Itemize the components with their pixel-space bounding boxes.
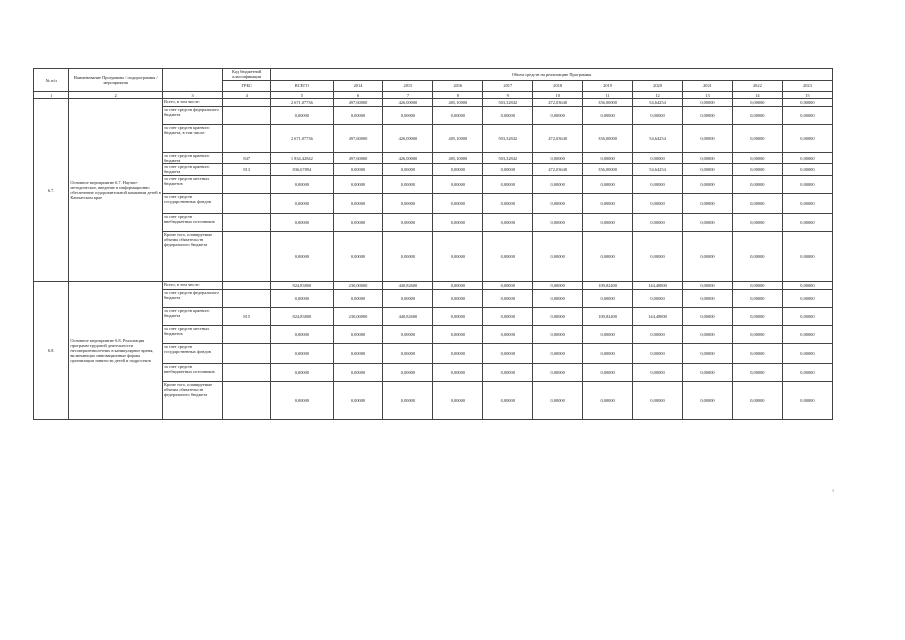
amount-cell: 0,00000 xyxy=(433,176,483,194)
column-number: 14 xyxy=(732,92,782,99)
column-number: 11 xyxy=(583,92,633,99)
amount-cell: 0,00000 xyxy=(583,232,633,282)
section-name: Основное мероприятие 6.8. Реализация программ трудовой деятельности несовершеннолетних в каникулярное время, включающих инновационные формы организации занятости детей и подростков xyxy=(69,282,163,420)
budget-code xyxy=(223,176,271,194)
amount-cell: 0,00000 xyxy=(433,107,483,125)
amount-cell: 426,00000 xyxy=(383,125,433,153)
amount-cell: 0,00000 xyxy=(433,282,483,290)
amount-cell: 0,00000 xyxy=(633,382,683,420)
header-year: 2016 xyxy=(433,80,483,92)
amount-cell: 0,00000 xyxy=(782,176,832,194)
table-row xyxy=(34,282,833,290)
amount-cell: 0,00000 xyxy=(333,107,383,125)
amount-cell: 405,10000 xyxy=(433,99,483,107)
amount-cell: 440,82600 xyxy=(383,308,433,326)
amount-cell: 0,00000 xyxy=(633,107,683,125)
page-mark: 1 xyxy=(832,488,834,493)
header-year: 2022 xyxy=(732,80,782,92)
amount-cell: 0,00000 xyxy=(782,214,832,232)
amount-cell: 0,00000 xyxy=(732,232,782,282)
amount-cell: 0,00000 xyxy=(383,214,433,232)
budget-code xyxy=(223,290,271,308)
amount-cell: 0,00000 xyxy=(271,382,333,420)
funding-source: Кроме того, планируемые объемы обязательств федерального бюджета xyxy=(162,232,222,282)
amount-cell: 0,00000 xyxy=(333,214,383,232)
amount-cell: 0,00000 xyxy=(583,326,633,344)
amount-cell: 0,00000 xyxy=(683,125,733,153)
amount-cell: 1 834,42842 xyxy=(271,153,333,164)
amount-cell: 0,00000 xyxy=(583,194,633,214)
amount-cell: 0,00000 xyxy=(683,194,733,214)
header-year: 2017 xyxy=(483,80,533,92)
amount-cell: 0,00000 xyxy=(271,214,333,232)
amount-cell: 0,00000 xyxy=(483,326,533,344)
amount-cell: 503,32842 xyxy=(483,99,533,107)
budget-code xyxy=(223,382,271,420)
column-number: 5 xyxy=(271,92,333,99)
amount-cell: 0,00000 xyxy=(333,194,383,214)
amount-cell: 0,00000 xyxy=(732,282,782,290)
amount-cell: 0,00000 xyxy=(533,107,583,125)
amount-cell: 0,00000 xyxy=(583,364,633,382)
amount-cell: 356,00000 xyxy=(583,99,633,107)
amount-cell: 0,00000 xyxy=(633,176,683,194)
amount-cell: 0,00000 xyxy=(683,364,733,382)
amount-cell: 0,00000 xyxy=(483,164,533,176)
amount-cell: 230,00000 xyxy=(333,308,383,326)
amount-cell: 0,00000 xyxy=(732,107,782,125)
amount-cell: 230,00000 xyxy=(333,282,383,290)
amount-cell: 0,00000 xyxy=(683,282,733,290)
funding-source: за счет средств внебюджетных источников xyxy=(162,214,222,232)
amount-cell: 0,00000 xyxy=(533,290,583,308)
amount-cell: 0,00000 xyxy=(533,214,583,232)
amount-cell: 0,00000 xyxy=(333,176,383,194)
amount-cell: 0,00000 xyxy=(533,364,583,382)
header-year: 2023 xyxy=(782,80,832,92)
amount-cell: 0,00000 xyxy=(383,164,433,176)
funding-source: Всего, в том числе: xyxy=(162,99,222,107)
amount-cell: 0,00000 xyxy=(683,232,733,282)
amount-cell: 0,00000 xyxy=(483,107,533,125)
amount-cell: 0,00000 xyxy=(732,164,782,176)
budget-code: 813 xyxy=(223,164,271,176)
amount-cell: 0,00000 xyxy=(782,326,832,344)
header-num: № п/п xyxy=(34,69,69,92)
column-number: 1 xyxy=(34,92,69,99)
amount-cell: 0,00000 xyxy=(583,176,633,194)
header-year: ВСЕГО xyxy=(271,80,333,92)
column-number: 10 xyxy=(533,92,583,99)
amount-cell: 0,00000 xyxy=(483,290,533,308)
amount-cell: 0,00000 xyxy=(383,344,433,364)
amount-cell: 0,00000 xyxy=(533,344,583,364)
funding-source: за счет средств государственных фондов xyxy=(162,344,222,364)
budget-code xyxy=(223,344,271,364)
amount-cell: 0,00000 xyxy=(633,194,683,214)
amount-cell: 0,00000 xyxy=(583,153,633,164)
column-number: 9 xyxy=(483,92,533,99)
amount-cell: 0,00000 xyxy=(271,232,333,282)
amount-cell: 0,00000 xyxy=(533,382,583,420)
amount-cell: 0,00000 xyxy=(782,282,832,290)
amount-cell: 0,00000 xyxy=(533,153,583,164)
amount-cell: 0,00000 xyxy=(732,176,782,194)
amount-cell: 0,00000 xyxy=(483,344,533,364)
amount-cell: 0,00000 xyxy=(433,214,483,232)
amount-cell: 405,10000 xyxy=(433,125,483,153)
amount-cell: 0,00000 xyxy=(583,107,633,125)
amount-cell: 0,00000 xyxy=(683,107,733,125)
amount-cell: 472,03640 xyxy=(533,125,583,153)
header-name: Наименование Программы / подпрограммы / мероприятия xyxy=(69,69,163,92)
amount-cell: 0,00000 xyxy=(433,290,483,308)
funding-source: за счет средств краевого бюджета xyxy=(162,164,222,176)
header-year: 2019 xyxy=(583,80,633,92)
budget-code: 847 xyxy=(223,153,271,164)
amount-cell: 0,00000 xyxy=(782,308,832,326)
amount-cell: 356,00000 xyxy=(583,125,633,153)
amount-cell: 0,00000 xyxy=(683,382,733,420)
amount-cell: 0,00000 xyxy=(533,176,583,194)
amount-cell: 472,03640 xyxy=(533,164,583,176)
amount-cell: 0,00000 xyxy=(683,326,733,344)
header-year: 2021 xyxy=(683,80,733,92)
amount-cell: 0,00000 xyxy=(732,344,782,364)
amount-cell: 109,82400 xyxy=(583,282,633,290)
amount-cell: 0,00000 xyxy=(333,164,383,176)
amount-cell: 0,00000 xyxy=(732,308,782,326)
amount-cell: 0,00000 xyxy=(383,232,433,282)
amount-cell: 0,00000 xyxy=(433,194,483,214)
budget-code xyxy=(223,125,271,153)
amount-cell: 0,00000 xyxy=(433,382,483,420)
funding-source: за счет средств местных бюджетов xyxy=(162,326,222,344)
table-row xyxy=(34,99,833,107)
amount-cell: 0,00000 xyxy=(271,176,333,194)
amount-cell: 0,00000 xyxy=(271,326,333,344)
funding-source: за счет средств краевого бюджета, в том числе: xyxy=(162,125,222,153)
amount-cell: 836,67894 xyxy=(271,164,333,176)
amount-cell: 0,00000 xyxy=(633,344,683,364)
column-number: 13 xyxy=(683,92,733,99)
amount-cell: 0,00000 xyxy=(732,153,782,164)
column-number: 4 xyxy=(223,92,271,99)
funding-source: за счет средств федерального бюджета xyxy=(162,107,222,125)
section-name: Основное мероприятие 6.7. Научно-методическое, введение в информационно обеспечение оздоровительной кампании детей в Камчатском крае xyxy=(69,99,163,282)
amount-cell: 54,64254 xyxy=(633,99,683,107)
amount-cell: 2 671,07736 xyxy=(271,99,333,107)
budget-code xyxy=(223,232,271,282)
column-number: 15 xyxy=(782,92,832,99)
amount-cell: 0,00000 xyxy=(782,232,832,282)
amount-cell: 0,00000 xyxy=(732,194,782,214)
amount-cell: 0,00000 xyxy=(383,364,433,382)
amount-cell: 0,00000 xyxy=(383,194,433,214)
funding-source: за счет средств внебюджетных источников xyxy=(162,364,222,382)
column-number: 7 xyxy=(383,92,433,99)
amount-cell: 2 671,07736 xyxy=(271,125,333,153)
amount-cell: 0,00000 xyxy=(633,364,683,382)
amount-cell: 0,00000 xyxy=(683,164,733,176)
amount-cell: 0,00000 xyxy=(333,344,383,364)
amount-cell: 0,00000 xyxy=(782,382,832,420)
amount-cell: 0,00000 xyxy=(583,382,633,420)
budget-code xyxy=(223,282,271,290)
amount-cell: 0,00000 xyxy=(782,125,832,153)
column-number: 6 xyxy=(333,92,383,99)
budget-code xyxy=(223,107,271,125)
amount-cell: 0,00000 xyxy=(782,107,832,125)
budget-code: 815 xyxy=(223,308,271,326)
amount-cell: 144,48800 xyxy=(633,282,683,290)
amount-cell: 0,00000 xyxy=(732,125,782,153)
funding-source: Всего, в том числе: xyxy=(162,282,222,290)
amount-cell: 0,00000 xyxy=(333,290,383,308)
budget-code xyxy=(223,194,271,214)
header-empty xyxy=(162,69,222,92)
amount-cell: 0,00000 xyxy=(633,326,683,344)
amount-cell: 0,00000 xyxy=(383,326,433,344)
amount-cell: 497,60000 xyxy=(333,153,383,164)
amount-cell: 54,64254 xyxy=(633,125,683,153)
amount-cell: 0,00000 xyxy=(333,232,383,282)
amount-cell: 0,00000 xyxy=(533,326,583,344)
amount-cell: 0,00000 xyxy=(483,282,533,290)
amount-cell: 0,00000 xyxy=(732,214,782,232)
amount-cell: 0,00000 xyxy=(533,232,583,282)
amount-cell: 0,00000 xyxy=(383,290,433,308)
amount-cell: 0,00000 xyxy=(782,344,832,364)
funding-source: Кроме того, планируемые объемы обязательств федерального бюджета xyxy=(162,382,222,420)
amount-cell: 0,00000 xyxy=(583,214,633,232)
amount-cell: 0,00000 xyxy=(533,282,583,290)
funding-source: за счет средств государственных фондов xyxy=(162,194,222,214)
column-number: 12 xyxy=(633,92,683,99)
amount-cell: 497,60000 xyxy=(333,99,383,107)
budget-code xyxy=(223,99,271,107)
amount-cell: 0,00000 xyxy=(271,194,333,214)
column-number: 3 xyxy=(162,92,222,99)
column-number: 2 xyxy=(69,92,163,99)
amount-cell: 0,00000 xyxy=(483,382,533,420)
amount-cell: 0,00000 xyxy=(782,194,832,214)
amount-cell: 0,00000 xyxy=(683,153,733,164)
funding-source: за счет средств краевого бюджета xyxy=(162,308,222,326)
section-number: 6.8. xyxy=(34,282,69,420)
section-number: 6.7. xyxy=(34,99,69,282)
amount-cell: 0,00000 xyxy=(483,194,533,214)
amount-cell: 0,00000 xyxy=(782,164,832,176)
funding-source: за счет средств местных бюджетов xyxy=(162,176,222,194)
amount-cell: 405,10000 xyxy=(433,153,483,164)
header-code: ГРБС xyxy=(223,80,271,92)
amount-cell: 0,00000 xyxy=(433,326,483,344)
amount-cell: 0,00000 xyxy=(433,344,483,364)
amount-cell: 0,00000 xyxy=(271,364,333,382)
amount-cell: 0,00000 xyxy=(433,308,483,326)
amount-cell: 0,00000 xyxy=(583,290,633,308)
amount-cell: 824,83800 xyxy=(271,308,333,326)
amount-cell: 0,00000 xyxy=(782,290,832,308)
amount-cell: 0,00000 xyxy=(633,153,683,164)
amount-cell: 0,00000 xyxy=(583,344,633,364)
amount-cell: 0,00000 xyxy=(533,194,583,214)
header-volume: Объем средств на реализацию Программы xyxy=(271,69,833,81)
budget-code xyxy=(223,364,271,382)
amount-cell: 503,32842 xyxy=(483,153,533,164)
amount-cell: 109,82400 xyxy=(583,308,633,326)
amount-cell: 0,00000 xyxy=(383,176,433,194)
amount-cell: 0,00000 xyxy=(483,308,533,326)
column-number: 8 xyxy=(433,92,483,99)
amount-cell: 0,00000 xyxy=(433,232,483,282)
amount-cell: 0,00000 xyxy=(683,99,733,107)
amount-cell: 356,00000 xyxy=(583,164,633,176)
amount-cell: 0,00000 xyxy=(333,382,383,420)
amount-cell: 426,00000 xyxy=(383,99,433,107)
amount-cell: 0,00000 xyxy=(533,308,583,326)
amount-cell: 0,00000 xyxy=(732,326,782,344)
header-year: 2018 xyxy=(533,80,583,92)
header-year: 2020 xyxy=(633,80,683,92)
amount-cell: 472,03640 xyxy=(533,99,583,107)
amount-cell: 0,00000 xyxy=(433,364,483,382)
amount-cell: 0,00000 xyxy=(483,176,533,194)
amount-cell: 0,00000 xyxy=(333,364,383,382)
amount-cell: 0,00000 xyxy=(732,290,782,308)
amount-cell: 0,00000 xyxy=(483,364,533,382)
amount-cell: 144,48800 xyxy=(633,308,683,326)
amount-cell: 503,32842 xyxy=(483,125,533,153)
amount-cell: 54,64254 xyxy=(633,164,683,176)
amount-cell: 0,00000 xyxy=(383,382,433,420)
funding-source: за счет средств краевого бюджета xyxy=(162,153,222,164)
amount-cell: 0,00000 xyxy=(483,232,533,282)
amount-cell: 0,00000 xyxy=(433,164,483,176)
amount-cell: 0,00000 xyxy=(271,107,333,125)
amount-cell: 0,00000 xyxy=(271,344,333,364)
budget-code xyxy=(223,326,271,344)
amount-cell: 0,00000 xyxy=(271,290,333,308)
amount-cell: 0,00000 xyxy=(732,99,782,107)
amount-cell: 0,00000 xyxy=(683,290,733,308)
amount-cell: 0,00000 xyxy=(683,308,733,326)
budget-table xyxy=(33,68,833,420)
funding-source: за счет средств федерального бюджета xyxy=(162,290,222,308)
amount-cell: 0,00000 xyxy=(333,326,383,344)
amount-cell: 0,00000 xyxy=(633,290,683,308)
budget-code xyxy=(223,214,271,232)
amount-cell: 0,00000 xyxy=(683,214,733,232)
amount-cell: 0,00000 xyxy=(633,232,683,282)
amount-cell: 426,00000 xyxy=(383,153,433,164)
amount-cell: 0,00000 xyxy=(683,176,733,194)
amount-cell: 0,00000 xyxy=(383,107,433,125)
header-year: 2015 xyxy=(383,80,433,92)
amount-cell: 824,83800 xyxy=(271,282,333,290)
amount-cell: 0,00000 xyxy=(732,382,782,420)
amount-cell: 0,00000 xyxy=(483,214,533,232)
amount-cell: 0,00000 xyxy=(782,153,832,164)
amount-cell: 440,82600 xyxy=(383,282,433,290)
amount-cell: 0,00000 xyxy=(782,99,832,107)
amount-cell: 0,00000 xyxy=(782,364,832,382)
amount-cell: 0,00000 xyxy=(732,364,782,382)
header-year: 2014 xyxy=(333,80,383,92)
amount-cell: 0,00000 xyxy=(683,344,733,364)
amount-cell: 0,00000 xyxy=(633,214,683,232)
amount-cell: 497,60000 xyxy=(333,125,383,153)
header-code-group: Код бюджетной классификации xyxy=(223,69,271,81)
